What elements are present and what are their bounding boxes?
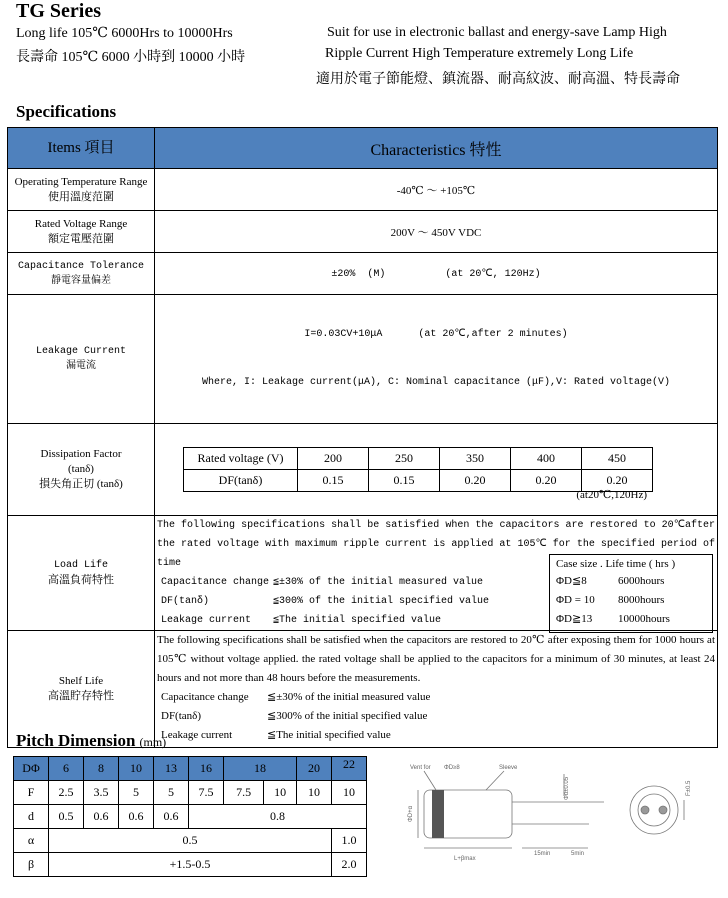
row-label: α — [14, 829, 49, 853]
pitch-header-cell: 20 — [297, 757, 332, 781]
row-operating-temperature — [8, 169, 718, 211]
value-rated-voltage: 200V ～ 450V VDC — [155, 211, 718, 253]
label-en: Leakage Current — [35, 346, 126, 357]
shelf-life-text: The following specifications shall be satisfied when the capacitors are restored to 20℃ after exposing them for 1000 hours at 105℃ without voltage applied. the rated voltage shall be applied to the capacitors for a minimum of 30 minutes, at least 24 hours and not more than 48 hours before the measurements. — [157, 634, 715, 684]
label-zh: 靜電容量偏差 — [51, 275, 111, 287]
shelf-item — [161, 688, 717, 707]
pitch-title: Pitch Dimension — [16, 731, 136, 750]
drawing-lines — [418, 771, 684, 848]
label-zh: 漏電流 — [66, 361, 96, 372]
value-leakage-current — [155, 295, 718, 424]
pitch-header-cell: 18 — [224, 757, 297, 781]
df-voltage: 450 — [582, 448, 653, 470]
pitch-header-cell: 13 — [154, 757, 189, 781]
label-zh: 高溫貯存特性 — [48, 690, 114, 702]
item-name: DF(tanδ) — [161, 710, 202, 722]
df-value: 0.20 — [440, 470, 511, 492]
label-en: Operating Temperature Range — [14, 175, 148, 188]
specifications-table — [7, 127, 718, 748]
pitch-f-cell: 10 — [332, 781, 367, 805]
row-capacitance-tolerance — [8, 253, 718, 295]
case-size: ΦD≦8 — [556, 575, 587, 587]
pitch-row-alpha — [14, 829, 367, 853]
pitch-table — [13, 756, 367, 877]
box-title: Case size . Life time ( hrs ) — [556, 558, 676, 570]
length-label: L+βmax — [454, 856, 476, 862]
df-table — [183, 447, 653, 492]
pitch-f-cell: 2.5 — [49, 781, 84, 805]
case-size: ΦD≧13 — [556, 613, 593, 625]
item-name: Capacitance change — [161, 691, 249, 703]
pitch-beta-last: 2.0 — [332, 853, 367, 877]
label-en-sub: (tanδ) — [68, 463, 94, 475]
header-line1-right: Suit for use in electronic ballast and energy-save Lamp High — [327, 25, 667, 40]
df-note: (at20℃,120Hz) — [576, 489, 647, 501]
item-value: ≦±30% of the initial measured value — [273, 577, 484, 588]
shelf-life-items — [155, 688, 717, 745]
row-shelf-life — [8, 631, 718, 748]
sleeve-leader — [486, 771, 504, 790]
leakage-where: Where, I: Leakage current(μA), C: Nominal capacitance (μF),V: Rated voltage(V) — [201, 377, 671, 388]
label-leakage-current — [8, 295, 155, 424]
pitch-d-cell: 0.6 — [119, 805, 154, 829]
end-view-lead-2 — [659, 806, 667, 814]
row-load-life — [8, 516, 718, 631]
pitch-header-cell: 8 — [84, 757, 119, 781]
label-capacitance-tolerance — [8, 253, 155, 295]
header-line1-left: Long life 105℃ 6000Hrs to 10000Hrs — [16, 26, 233, 41]
life-hours: 10000hours — [618, 613, 670, 625]
item-value: ≦The initial specified value — [267, 729, 391, 741]
capacitor-bottom-band — [432, 790, 444, 838]
pitch-alpha-main: 0.5 — [49, 829, 332, 853]
pitch-f-cell: 5 — [119, 781, 154, 805]
item-value: ≦±30% of the initial measured value — [267, 691, 431, 703]
df-value: 0.15 — [369, 470, 440, 492]
min15-label: 15min — [534, 851, 551, 857]
label-load-life — [8, 516, 155, 631]
pitch-row-f — [14, 781, 367, 805]
col-characteristics: Characteristics 特性 — [155, 128, 718, 169]
series-title: TG Series — [16, 0, 101, 22]
life-hours: 8000hours — [618, 594, 665, 606]
pitch-header-cell: 6 — [49, 757, 84, 781]
row-dissipation-factor — [8, 424, 718, 516]
label-en: Dissipation Factor — [40, 448, 122, 460]
header-line2-left: 長壽命 105℃ 6000 小時到 10000 小時 — [16, 50, 246, 65]
item-name: Leakage current — [161, 729, 233, 741]
header-line2-right: Ripple Current High Temperature extremely Long Life — [325, 46, 634, 61]
pitch-beta-main: +1.5-0.5 — [49, 853, 332, 877]
row-label: F — [14, 781, 49, 805]
case-size: ΦD = 10 — [556, 594, 595, 606]
row-label: d — [14, 805, 49, 829]
life-hours: 6000hours — [618, 575, 665, 587]
pitch-row-d — [14, 805, 367, 829]
diameter-label: ΦD+α — [408, 805, 414, 822]
pitch-f-cell: 10 — [264, 781, 297, 805]
df-voltage: 350 — [440, 448, 511, 470]
capacitor-dimension-drawing — [404, 760, 720, 872]
pitch-row-beta — [14, 853, 367, 877]
col-items: Items 項目 — [8, 128, 155, 169]
end-view-lead-1 — [641, 806, 649, 814]
lead-diameter-label: Φd±0.05 — [564, 776, 570, 800]
shelf-item — [161, 707, 717, 726]
value-operating-temp: -40℃ ～ +105℃ — [155, 169, 718, 211]
label-en: Capacitance Tolerance — [17, 260, 145, 272]
box-row — [556, 572, 706, 591]
pitch-unit: (mm) — [139, 735, 167, 749]
box-row — [556, 591, 706, 610]
value-load-life — [155, 516, 718, 631]
end-view-outer — [630, 786, 678, 834]
pitch-header-row — [14, 757, 367, 781]
pitch-f-cell: 7.5 — [224, 781, 264, 805]
vent-label: Vent for — [410, 765, 431, 771]
row-leakage-current — [8, 295, 718, 424]
label-zh: 使用溫度范圍 — [48, 190, 114, 203]
item-name: Capacitance change — [161, 577, 270, 588]
min5-label: 5min — [571, 851, 585, 857]
df-row-label: DF(tanδ) — [184, 470, 298, 492]
label-en: Load Life — [53, 560, 108, 571]
df-value: 0.15 — [298, 470, 369, 492]
label-rated-voltage — [8, 211, 155, 253]
df-voltage: 250 — [369, 448, 440, 470]
pitch-d-cell: 0.8 — [189, 805, 367, 829]
df-value: 0.20 — [511, 470, 582, 492]
label-dissipation-factor — [8, 424, 155, 516]
item-name: DF(tanδ) — [161, 596, 210, 607]
pitch-f-cell: 5 — [154, 781, 189, 805]
row-label: β — [14, 853, 49, 877]
item-value: ≦300% of the initial specified value — [273, 596, 490, 607]
df-voltage: 400 — [511, 448, 582, 470]
pitch-header-cell: 10 — [119, 757, 154, 781]
specifications-title: Specifications — [16, 102, 117, 121]
pitch-alpha-last: 1.0 — [332, 829, 367, 853]
pitch-d-cell: 0.5 — [49, 805, 84, 829]
row-rated-voltage — [8, 211, 718, 253]
pitch-d-cell: 0.6 — [84, 805, 119, 829]
label-en: Rated Voltage Range — [34, 217, 128, 230]
spec-header-row — [8, 128, 718, 169]
label-zh: 損失角正切 (tanδ) — [39, 478, 123, 490]
label-shelf-life — [8, 631, 155, 748]
value-capacitance-tolerance: ±20% (M) (at 20℃, 120Hz) — [155, 253, 718, 295]
pitch-header-cell: 16 — [189, 757, 224, 781]
value-dissipation-factor — [155, 424, 718, 516]
item-value: ≦300% of the initial specified value — [267, 710, 428, 722]
shelf-item — [161, 726, 717, 745]
pitch-f-cell: 10 — [297, 781, 332, 805]
pitch-header-cell: DΦ — [14, 757, 49, 781]
item-name: Leakage current — [161, 615, 252, 626]
pitch-f-cell: 3.5 — [84, 781, 119, 805]
value-shelf-life — [155, 631, 718, 748]
label-operating-temp — [8, 169, 155, 211]
header-line3-right: 適用於電子節能燈、鎮流器、耐高紋波、耐高溫、特長壽命 — [316, 72, 680, 87]
pitch-f-label: F±0.5 — [686, 780, 692, 796]
sleeve-label: Sleeve — [499, 765, 518, 771]
pitch-header-cell: 22 — [332, 757, 367, 781]
df-voltage-row — [184, 448, 653, 470]
leakage-formula: I=0.03CV+10μA (at 20℃,after 2 minutes) — [304, 329, 568, 340]
label-en: Shelf Life — [58, 675, 104, 687]
label-zh: 額定電壓范圍 — [48, 232, 114, 245]
df-value: 0.20 — [582, 470, 653, 492]
vent-condition: ΦD≥8 — [444, 765, 460, 771]
load-life-text: The following specifications shall be satisfied when the capacitors are restored to 20℃after the rated voltage with maximum ripple current is applied at 105℃ for the specified period of time — [157, 520, 715, 569]
pitch-f-cell: 7.5 — [189, 781, 224, 805]
vent-leader — [424, 771, 436, 790]
label-zh: 高溫負荷特性 — [48, 574, 114, 586]
df-row-label: Rated voltage (V) — [184, 448, 298, 470]
pitch-title-wrap — [16, 731, 166, 751]
life-time-box — [549, 554, 713, 633]
box-row — [556, 610, 706, 629]
item-value: ≦The initial specified value — [273, 615, 442, 626]
pitch-d-cell: 0.6 — [154, 805, 189, 829]
df-voltage: 200 — [298, 448, 369, 470]
